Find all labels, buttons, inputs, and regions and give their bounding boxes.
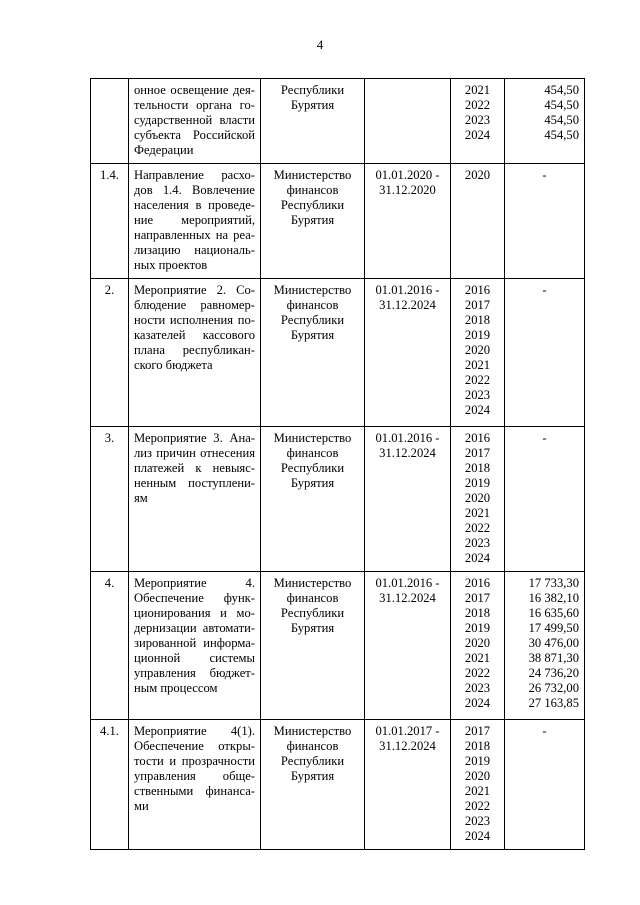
year: 2024 xyxy=(464,829,491,843)
year: 2017 xyxy=(464,724,491,738)
period: 01.01.2020 - 31.12.2020 xyxy=(365,164,451,279)
measure-name: Мероприятие 4. Обеспечение функ-ционирования и мо-дернизации автомати-зированной информа-ционной системы управления бюджет-ным процессом xyxy=(129,572,261,720)
funding-value: 30 476,00 xyxy=(528,636,579,650)
funding-value: 454,50 xyxy=(544,83,579,97)
measure-name: Направление расхо-дов 1.4. Вовлечение населения в проведе-ние мероприятий, направленных на реа-лизацию националь-ных проектов xyxy=(129,164,261,279)
period: 01.01.2016 - 31.12.2024 xyxy=(365,279,451,427)
funding-value: 454,50 xyxy=(544,98,579,112)
year: 2018 xyxy=(464,461,491,475)
row-number: 4.1. xyxy=(91,720,129,850)
funding-values xyxy=(505,279,585,427)
year: 2024 xyxy=(464,403,491,417)
years xyxy=(451,720,505,850)
year: 2020 xyxy=(464,636,491,650)
years xyxy=(451,427,505,572)
funding-value: 27 163,85 xyxy=(528,696,579,710)
year: 2023 xyxy=(464,388,491,402)
year: 2018 xyxy=(464,606,491,620)
funding-values xyxy=(505,720,585,850)
measures-table xyxy=(90,78,585,850)
funding-value: 16 635,60 xyxy=(528,606,579,620)
row-number xyxy=(91,79,129,164)
period: 01.01.2017 - 31.12.2024 xyxy=(365,720,451,850)
funding-value: 454,50 xyxy=(544,113,579,127)
year: 2024 xyxy=(464,128,491,142)
executor: Министерство финансов Республики Бурятия xyxy=(261,279,365,427)
year: 2019 xyxy=(464,754,491,768)
executor: Министерство финансов Республики Бурятия xyxy=(261,572,365,720)
year: 2019 xyxy=(464,476,491,490)
funding-value: - xyxy=(542,431,547,445)
year: 2020 xyxy=(464,491,491,505)
measure-name: Мероприятие 2. Со-блюдение равномер-ности исполнения по-казателей кассового плана республикан-ского бюджета xyxy=(129,279,261,427)
measure-name: Мероприятие 3. Ана-лиз причин отнесения платежей к невыяс-ненным поступлени-ям xyxy=(129,427,261,572)
year: 2022 xyxy=(464,521,491,535)
year: 2021 xyxy=(464,83,491,97)
funding-values xyxy=(505,427,585,572)
year: 2017 xyxy=(464,591,491,605)
year: 2023 xyxy=(464,814,491,828)
funding-value: 38 871,30 xyxy=(528,651,579,665)
executor: Министерство финансов Республики Бурятия xyxy=(261,427,365,572)
funding-values xyxy=(505,79,585,164)
executor: Министерство финансов Республики Бурятия xyxy=(261,164,365,279)
period: 01.01.2016 - 31.12.2024 xyxy=(365,572,451,720)
year: 2023 xyxy=(464,113,491,127)
table-row xyxy=(91,79,585,164)
year: 2019 xyxy=(464,621,491,635)
year: 2021 xyxy=(464,506,491,520)
period xyxy=(365,79,451,164)
year: 2022 xyxy=(464,799,491,813)
funding-value: 26 732,00 xyxy=(528,681,579,695)
year: 2024 xyxy=(464,551,491,565)
year: 2021 xyxy=(464,784,491,798)
funding-values xyxy=(505,164,585,279)
period: 01.01.2016 - 31.12.2024 xyxy=(365,427,451,572)
row-number: 4. xyxy=(91,572,129,720)
executor: Министерство финансов Республики Бурятия xyxy=(261,720,365,850)
year: 2021 xyxy=(464,358,491,372)
year: 2017 xyxy=(464,298,491,312)
funding-value: - xyxy=(542,168,547,182)
row-number: 1.4. xyxy=(91,164,129,279)
year: 2023 xyxy=(464,681,491,695)
year: 2020 xyxy=(464,769,491,783)
funding-value: - xyxy=(542,283,547,297)
funding-value: - xyxy=(542,724,547,738)
year: 2016 xyxy=(464,576,491,590)
years xyxy=(451,279,505,427)
executor: Республики Бурятия xyxy=(261,79,365,164)
page-number: 4 xyxy=(316,37,324,52)
years xyxy=(451,164,505,279)
year: 2020 xyxy=(464,343,491,357)
row-number: 2. xyxy=(91,279,129,427)
year: 2021 xyxy=(464,651,491,665)
funding-value: 17 733,30 xyxy=(528,576,579,590)
year: 2023 xyxy=(464,536,491,550)
table-row xyxy=(91,720,585,850)
table-row xyxy=(91,279,585,427)
table-row xyxy=(91,572,585,720)
funding-value: 16 382,10 xyxy=(528,591,579,605)
table-row xyxy=(91,164,585,279)
measure-name: Мероприятие 4(1). Обеспечение откры-тости и прозрачности управления обще-ственными финанса-ми xyxy=(129,720,261,850)
year: 2022 xyxy=(464,666,491,680)
year: 2016 xyxy=(464,283,491,297)
row-number: 3. xyxy=(91,427,129,572)
table-body xyxy=(91,79,585,850)
year: 2018 xyxy=(464,739,491,753)
funding-value: 24 736,20 xyxy=(528,666,579,680)
year: 2020 xyxy=(464,168,491,182)
years xyxy=(451,572,505,720)
year: 2019 xyxy=(464,328,491,342)
year: 2017 xyxy=(464,446,491,460)
year: 2022 xyxy=(464,98,491,112)
funding-value: 17 499,50 xyxy=(528,621,579,635)
funding-values xyxy=(505,572,585,720)
year: 2022 xyxy=(464,373,491,387)
year: 2016 xyxy=(464,431,491,445)
years xyxy=(451,79,505,164)
funding-value: 454,50 xyxy=(544,128,579,142)
year: 2018 xyxy=(464,313,491,327)
measure-name: онное освещение дея-тельности органа го-сударственной власти субъекта Российской Федерации xyxy=(129,79,261,164)
year: 2024 xyxy=(464,696,491,710)
table-row xyxy=(91,427,585,572)
